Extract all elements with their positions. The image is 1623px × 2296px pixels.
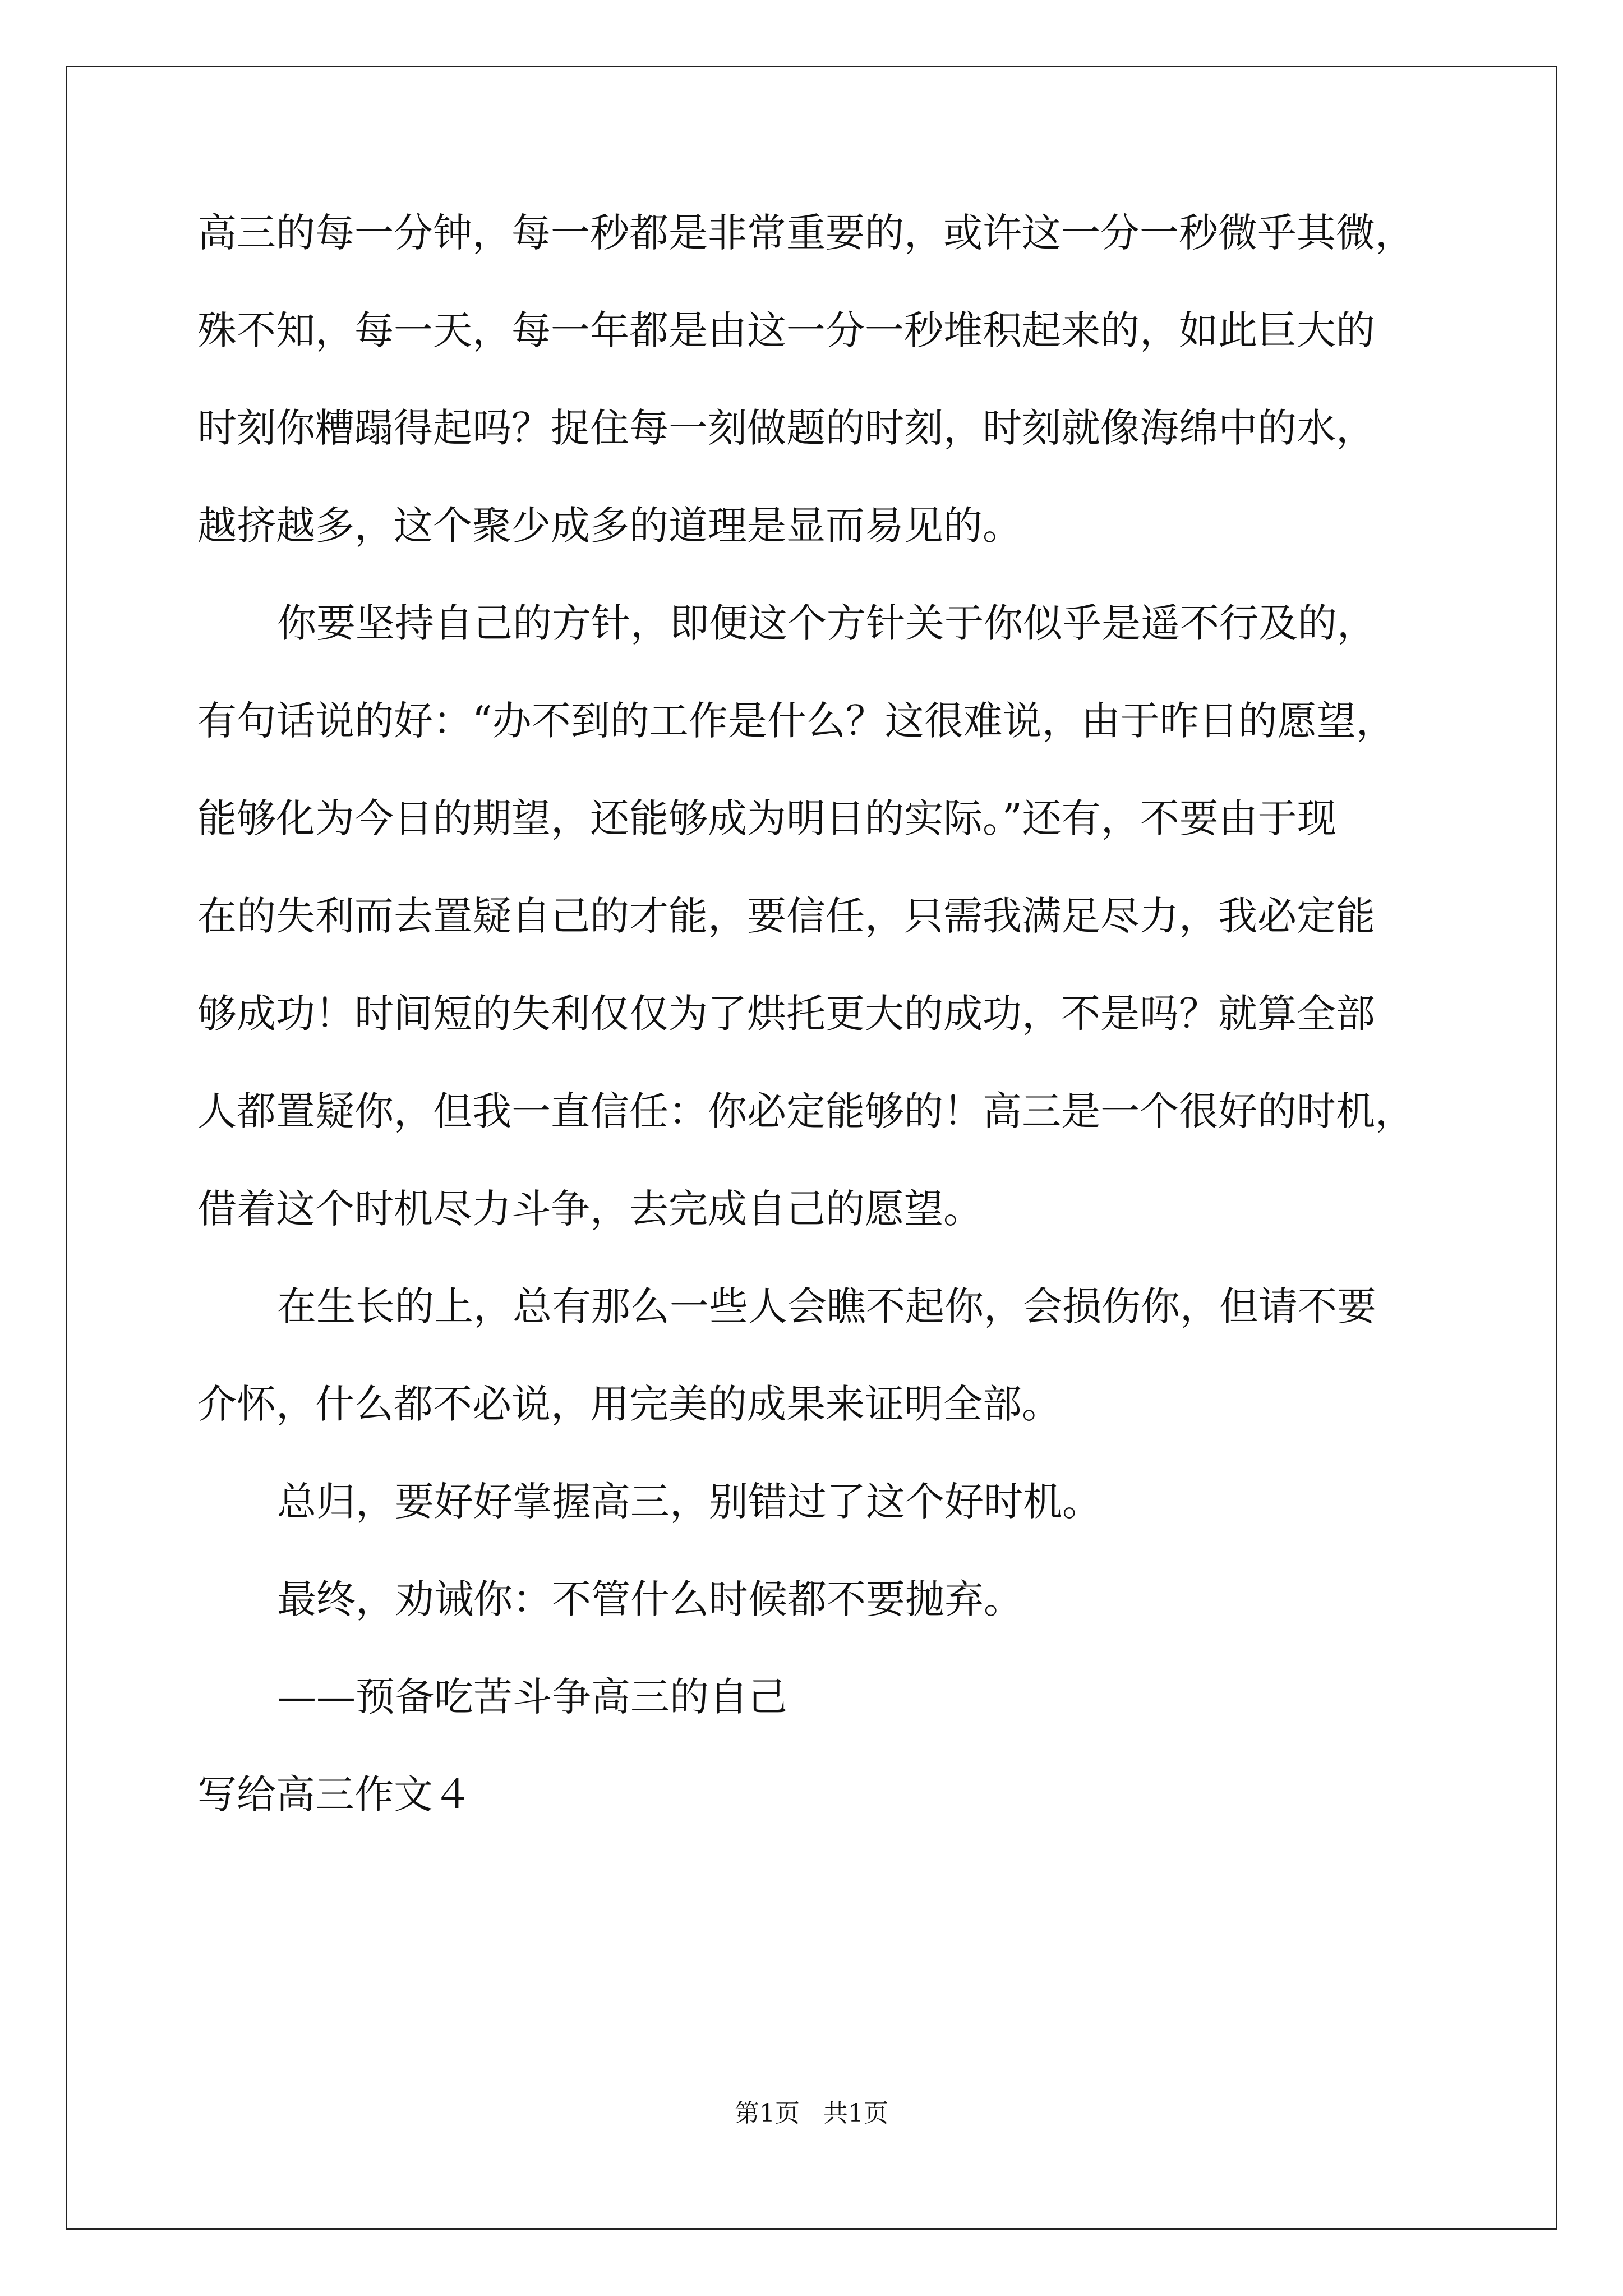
paragraph-line: 越挤越多，这个聚少成多的道理是显而易见的。 [197, 503, 1022, 549]
signature-line: ——预备吃苦斗争高三的自己 [277, 1674, 787, 1720]
paragraph-line: 能够化为今日的期望，还能够成为明日的实际。”还有，不要由于现 [197, 795, 1336, 841]
paragraph-line: 最终，劝诫你：不管什么时候都不要抛弃。 [277, 1576, 1023, 1622]
paragraph-line: 有句话说的好：“办不到的工作是什么？这很难说，由于昨日的愿望， [197, 698, 1395, 744]
section-heading: 写给高三作文４ [197, 1772, 472, 1818]
paragraph-line: 借着这个时机尽力斗争，去完成自己的愿望。 [197, 1186, 983, 1232]
paragraph-line: 殊不知，每一天，每一年都是由这一分一秒堆积起来的，如此巨大的 [197, 307, 1375, 353]
paragraph-line: 人都置疑你，但我一直信任：你必定能够的！高三是一个很好的时机， [197, 1088, 1414, 1134]
paragraph-line: 时刻你糟蹋得起吗？捉住每一刻做题的时刻，时刻就像海绵中的水， [197, 405, 1375, 451]
page-frame [66, 66, 1557, 2230]
paragraph-line: 在生长的上，总有那么一些人会瞧不起你，会损伤你，但请不要 [277, 1283, 1376, 1329]
paragraph-line: 够成功！时间短的失利仅仅为了烘托更大的成功，不是吗？就算全部 [197, 991, 1375, 1037]
paragraph-line: 高三的每一分钟，每一秒都是非常重要的，或许这一分一秒微乎其微， [197, 210, 1414, 256]
paragraph-line: 介怀，什么都不必说，用完美的成果来证明全部。 [197, 1381, 1061, 1427]
page-footer: 第1页 共1页 [735, 2099, 888, 2128]
paragraph-line: 在的失利而去置疑自己的才能，要信任，只需我满足尽力，我必定能 [197, 893, 1375, 939]
paragraph-line: 总归，要好好掌握高三，别错过了这个好时机。 [277, 1479, 1101, 1525]
paragraph-line: 你要坚持自己的方针，即便这个方针关于你似乎是遥不行及的， [277, 600, 1376, 646]
